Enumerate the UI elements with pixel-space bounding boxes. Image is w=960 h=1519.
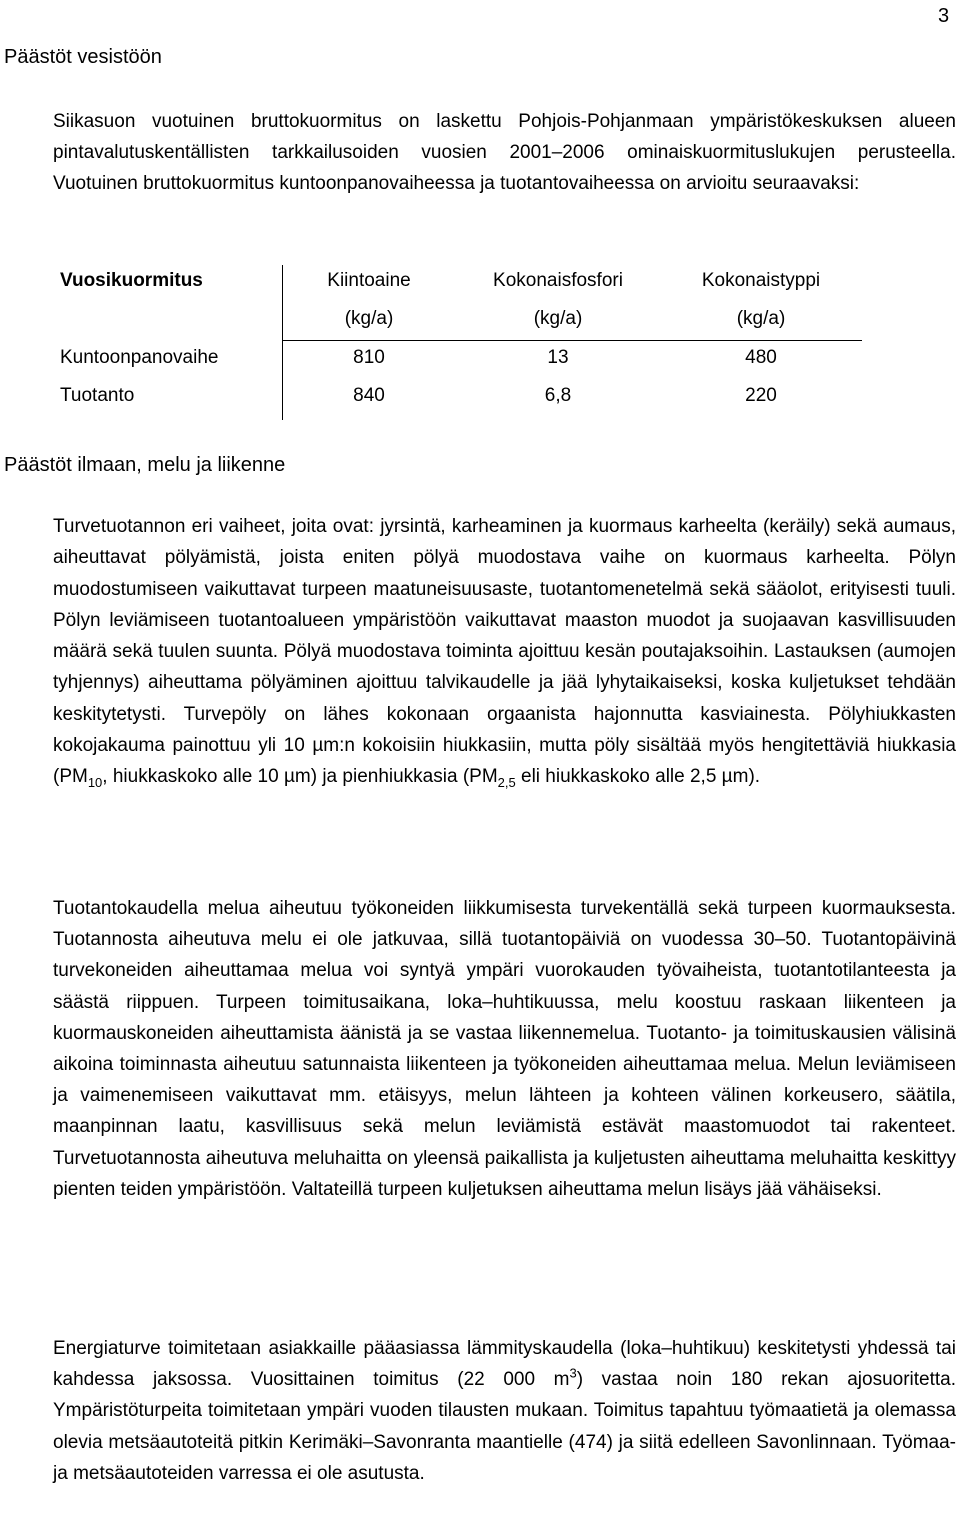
section-heading-water: Päästöt vesistöön xyxy=(4,46,162,68)
section-heading-air: Päästöt ilmaan, melu ja liikenne xyxy=(4,454,286,476)
noise-paragraph: Tuotantokaudella melua aiheutuu työkoneiden liikkumisesta turvekentällä sekä turpeen kuormauksesta. Tuotannosta aiheutuva melu ei ole jatkuvaa, sillä tuotantopäiviä on vuodessa 30–50. Tuotantopäivinä turvekoneiden aiheuttamaa melua voi syntyä ympäri vuorokauden työvaiheista, tuotantotilanteesta ja säästä riippuen. Turpeen toimitusaikana, loka–huhtikuussa, melu koostuu raskaan liikenteen ja kuormauskoneiden aiheuttamista äänistä ja se vastaa liikennemelua. Tuotanto- ja toimituskausien välisinä aikoina toiminnasta aiheutuu satunnaista liikenteen ja työkoneiden aiheuttamaa melua. Melun leviämiseen ja vaimenemiseen vaikuttavat mm. etäisyys, melun lähteen ja kohteen välinen korkeusero, säätila, maanpinnan laatu, kasvillisuus sekä melun leviämistä estävät maastomuodot tai rakenteet. Turvetuotannosta aiheutuva meluhaitta on yleensä paikallista ja kuljetusten aiheuttama meluhaitta keskittyy pienten teiden ympäristöön. Valtateillä turpeen kuljetuksen aiheuttama melun lisäys jää vähäiseksi. xyxy=(53,898,956,1200)
table-unit: (kg/a) xyxy=(344,308,394,329)
table-unit: (kg/a) xyxy=(533,308,583,329)
table-vertical-rule xyxy=(282,265,283,420)
page-number: 3 xyxy=(938,5,950,27)
table-row-label: Tuotanto xyxy=(60,385,135,406)
table-cell: 13 xyxy=(547,347,569,368)
table-cell: 840 xyxy=(353,385,385,406)
load-table xyxy=(60,262,862,422)
table-row-label: Kuntoonpanovaihe xyxy=(60,347,219,368)
table-cell: 6,8 xyxy=(544,385,572,406)
table-header-col: Kokonaisfosfori xyxy=(493,270,623,291)
table-cell: 220 xyxy=(745,385,777,406)
delivery-paragraph: Energiaturve toimitetaan asiakkaille pääasiassa lämmityskaudella (loka–huhtikuu) keskitetysti yhdessä tai kahdessa jaksossa. Vuosittainen toimitus (22 000 $m^3$) vastaa noin 180 rekan ajosuoritetta. Ympäristöturpeita toimitetaan ympäri vuoden tilausten mukaan. Toimitus tapahtuu työmaatietä ja olemassa olevia metsäautoteitä pitkin Kerimäki–Savonranta maantielle (474) ja siitä edelleen Savonlinnaan. Työmaa- ja metsäautoteiden varressa ei ole asutusta. xyxy=(53,1338,957,1484)
table-horizontal-rule xyxy=(282,340,862,341)
table-header-col: Kokonaistyppi xyxy=(701,270,821,291)
table-header-label: Vuosikuormitus xyxy=(60,270,203,291)
table-header-col: Kiintoaine xyxy=(327,270,411,291)
table-cell: 480 xyxy=(745,347,777,368)
dust-paragraph: Turvetuotannon eri vaiheet, joita ovat: jyrsintä, karheaminen ja kuormaus karheelta (keräily) sekä aumaus, aiheuttavat pölyämistä, joista eniten pölyä muodostava vaihe on kuormaus karheelta. Pölyn muodostumiseen vaikuttavat turpeen maatuneisuusaste, tuotantomenetelmä sekä sääolot, erityisesti tuuli. Pölyn leviämiseen tuotantoalueen ympäristöön vaikuttavat maaston muodot ja suojaavan kasvillisuuden määrä sekä tuulen suunta. Pölyä muodostava toiminta ajoittuu kesän poutajaksoihin. Lastauksen (aumojen tyhjennys) aiheuttama pölyäminen ajoittuu talvikaudelle ja jää lyhytaikaiseksi, koska kuljetukset tehdään keskitytetysti. Turvepöly on lähes kokonaan orgaanista hajonnutta kasviainesta. Pölyhiukkasten kokojakauma painottuu yli 10 µm:n kokoisiin hiukkasiin, mutta pöly sisältää myös hengitettäviä hiukkasia ($PM_{10}$, hiukkaskoko alle 10 µm) ja pienhiukkasia ($PM_{2,5}$ eli hiukkaskoko alle 2,5 µm). xyxy=(53,516,956,791)
table-unit: (kg/a) xyxy=(736,308,786,329)
water-paragraph: Siikasuon vuotuinen bruttokuormitus on laskettu Pohjois-Pohjanmaan ympäristökeskuksen alueen pintavalutuskentällisten tarkkailusoiden vuosien 2001–2006 ominaiskuormituslukujen perusteella. Vuotuinen bruttokuormitus kuntoonpanovaiheessa ja tuotantovaiheessa on arvioitu seuraavaksi: xyxy=(53,111,956,195)
table-cell: 810 xyxy=(353,347,385,368)
